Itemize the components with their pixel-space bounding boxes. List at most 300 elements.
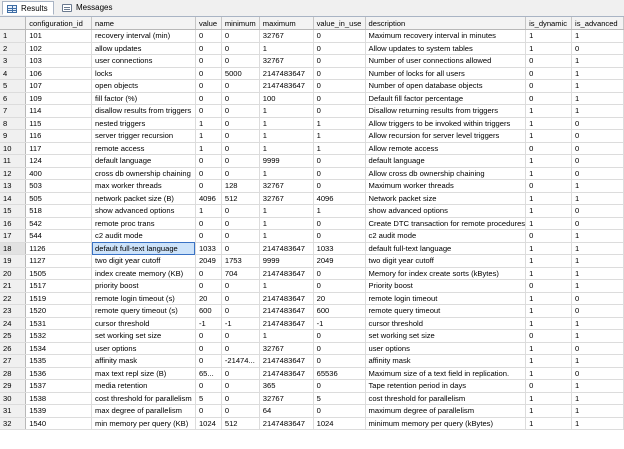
table-cell[interactable]: 0 (526, 92, 572, 105)
table-cell[interactable]: 0 (526, 380, 572, 393)
table-cell[interactable]: 0 (221, 292, 259, 305)
table-cell[interactable]: recovery interval (min) (92, 30, 196, 43)
table-cell[interactable]: 1 (259, 230, 313, 243)
table-cell[interactable]: 0 (221, 342, 259, 355)
table-cell[interactable]: 1 (526, 42, 572, 55)
table-cell[interactable]: 101 (26, 30, 92, 43)
table-cell[interactable]: 0 (572, 217, 624, 230)
table-cell[interactable]: affinity mask (92, 355, 196, 368)
table-cell[interactable]: cost threshold for parallelism (365, 392, 526, 405)
row-number[interactable]: 4 (0, 67, 26, 80)
table-cell[interactable]: 0 (195, 167, 221, 180)
table-cell[interactable]: 1 (313, 142, 365, 155)
table-cell[interactable]: Allow triggers to be invoked within triggers (365, 117, 526, 130)
table-cell[interactable]: set working set size (92, 330, 196, 343)
column-header[interactable]: is_advanced (572, 17, 624, 30)
table-cell[interactable]: -1 (221, 317, 259, 330)
table-cell[interactable]: 518 (26, 205, 92, 218)
table-cell[interactable]: affinity mask (365, 355, 526, 368)
row-number[interactable]: 10 (0, 142, 26, 155)
table-cell[interactable]: 0 (526, 80, 572, 93)
column-header[interactable]: configuration_id (26, 17, 92, 30)
table-cell[interactable]: 1537 (26, 380, 92, 393)
table-row[interactable] (0, 342, 624, 355)
table-cell[interactable]: 0 (221, 30, 259, 43)
table-cell[interactable]: 1126 (26, 242, 92, 255)
table-cell[interactable]: 0 (195, 217, 221, 230)
column-header[interactable]: is_dynamic (526, 17, 572, 30)
table-cell[interactable]: 1 (259, 205, 313, 218)
table-cell[interactable]: 0 (221, 217, 259, 230)
table-row[interactable] (0, 392, 624, 405)
table-cell[interactable]: 0 (572, 155, 624, 168)
table-row[interactable] (0, 42, 624, 55)
table-cell[interactable]: 65536 (313, 367, 365, 380)
table-cell[interactable]: Tape retention period in days (365, 380, 526, 393)
column-header[interactable]: minimum (221, 17, 259, 30)
table-cell[interactable]: 1 (526, 105, 572, 118)
table-cell[interactable]: user connections (92, 55, 196, 68)
row-number[interactable]: 7 (0, 105, 26, 118)
row-number[interactable]: 16 (0, 217, 26, 230)
table-cell[interactable]: 0 (313, 67, 365, 80)
table-row[interactable] (0, 330, 624, 343)
table-cell[interactable]: 32767 (259, 192, 313, 205)
table-cell[interactable]: Maximum size of a text field in replication. (365, 367, 526, 380)
table-cell[interactable]: remote access (92, 142, 196, 155)
row-number[interactable]: 12 (0, 167, 26, 180)
table-cell[interactable]: 2147483647 (259, 267, 313, 280)
table-cell[interactable]: 2147483647 (259, 355, 313, 368)
table-cell[interactable]: 1 (313, 205, 365, 218)
table-cell[interactable]: 503 (26, 180, 92, 193)
table-cell[interactable]: 0 (313, 42, 365, 55)
table-cell[interactable]: 117 (26, 142, 92, 155)
table-cell[interactable]: 0 (221, 280, 259, 293)
table-cell[interactable]: Allow cross db ownership chaining (365, 167, 526, 180)
row-number[interactable]: 15 (0, 205, 26, 218)
table-cell[interactable]: 0 (221, 330, 259, 343)
row-number[interactable]: 23 (0, 305, 26, 318)
table-cell[interactable]: 1 (526, 117, 572, 130)
table-cell[interactable]: 1 (526, 355, 572, 368)
table-cell[interactable]: 1 (526, 155, 572, 168)
table-cell[interactable]: 0 (195, 267, 221, 280)
table-cell[interactable]: 1519 (26, 292, 92, 305)
table-cell[interactable]: show advanced options (365, 205, 526, 218)
row-number[interactable]: 32 (0, 417, 26, 430)
table-cell[interactable]: remote login timeout (365, 292, 526, 305)
table-row[interactable] (0, 355, 624, 368)
table-cell[interactable]: 1 (259, 167, 313, 180)
table-cell[interactable]: 1 (259, 280, 313, 293)
table-cell[interactable]: 0 (195, 330, 221, 343)
table-cell[interactable]: 0 (526, 330, 572, 343)
table-cell[interactable]: 0 (313, 230, 365, 243)
table-cell[interactable]: 1 (526, 130, 572, 143)
table-cell[interactable]: 20 (195, 292, 221, 305)
table-cell[interactable]: 0 (526, 67, 572, 80)
table-cell[interactable]: 1 (259, 130, 313, 143)
row-number[interactable]: 13 (0, 180, 26, 193)
table-row[interactable] (0, 380, 624, 393)
table-cell[interactable]: 1539 (26, 405, 92, 418)
table-cell[interactable]: 0 (313, 92, 365, 105)
table-cell[interactable]: cross db ownership chaining (92, 167, 196, 180)
table-cell[interactable]: 0 (195, 105, 221, 118)
table-cell[interactable]: 64 (259, 405, 313, 418)
table-cell[interactable]: 1 (572, 267, 624, 280)
table-cell[interactable]: -1 (313, 317, 365, 330)
table-cell[interactable]: Memory for index create sorts (kBytes) (365, 267, 526, 280)
table-cell[interactable]: 0 (313, 217, 365, 230)
table-cell[interactable]: 0 (195, 380, 221, 393)
table-cell[interactable]: 0 (221, 155, 259, 168)
table-row[interactable] (0, 280, 624, 293)
table-cell[interactable]: 1 (572, 417, 624, 430)
row-number[interactable]: 26 (0, 342, 26, 355)
table-cell[interactable]: 2147483647 (259, 80, 313, 93)
table-cell[interactable]: 0 (221, 130, 259, 143)
table-cell[interactable]: 0 (526, 230, 572, 243)
table-cell[interactable]: 1517 (26, 280, 92, 293)
table-cell[interactable]: 0 (526, 180, 572, 193)
table-cell[interactable]: 4096 (195, 192, 221, 205)
table-cell[interactable]: 1 (526, 30, 572, 43)
table-cell[interactable]: c2 audit mode (365, 230, 526, 243)
row-number[interactable]: 17 (0, 230, 26, 243)
table-cell[interactable]: 1532 (26, 330, 92, 343)
table-cell[interactable]: 0 (221, 55, 259, 68)
table-cell[interactable]: 1 (572, 380, 624, 393)
table-cell[interactable]: 0 (313, 380, 365, 393)
table-cell[interactable]: 0 (526, 142, 572, 155)
table-cell[interactable]: 0 (221, 305, 259, 318)
table-cell[interactable]: 2147483647 (259, 305, 313, 318)
table-cell[interactable]: 1 (526, 392, 572, 405)
table-cell[interactable]: 1033 (313, 242, 365, 255)
table-row[interactable] (0, 67, 624, 80)
table-cell[interactable]: 5 (313, 392, 365, 405)
table-cell[interactable]: 1 (526, 167, 572, 180)
table-cell[interactable]: 115 (26, 117, 92, 130)
table-cell[interactable]: Allow remote access (365, 142, 526, 155)
table-cell[interactable]: user options (92, 342, 196, 355)
table-cell[interactable]: 0 (313, 180, 365, 193)
table-cell[interactable]: 0 (572, 117, 624, 130)
table-cell[interactable]: 0 (195, 30, 221, 43)
table-cell[interactable]: 0 (313, 55, 365, 68)
table-cell[interactable]: 1 (572, 80, 624, 93)
column-header[interactable]: value_in_use (313, 17, 365, 30)
table-cell[interactable]: 365 (259, 380, 313, 393)
table-cell[interactable]: 1520 (26, 305, 92, 318)
table-cell[interactable]: 1 (526, 292, 572, 305)
row-number[interactable]: 5 (0, 80, 26, 93)
table-cell[interactable]: Allow recursion for server level triggers (365, 130, 526, 143)
selected-cell[interactable]: default full-text language (92, 242, 196, 255)
table-cell[interactable]: max worker threads (92, 180, 196, 193)
table-cell[interactable]: locks (92, 67, 196, 80)
table-row[interactable] (0, 242, 624, 255)
table-cell[interactable]: 4096 (313, 192, 365, 205)
table-cell[interactable]: max text repl size (B) (92, 367, 196, 380)
table-cell[interactable]: 1 (313, 130, 365, 143)
table-row[interactable] (0, 105, 624, 118)
table-cell[interactable]: 2049 (195, 255, 221, 268)
table-cell[interactable]: 2147483647 (259, 367, 313, 380)
table-cell[interactable]: 600 (195, 305, 221, 318)
row-number[interactable]: 28 (0, 367, 26, 380)
table-cell[interactable]: 0 (221, 167, 259, 180)
table-cell[interactable]: Priority boost (365, 280, 526, 293)
row-number[interactable]: 18 (0, 242, 26, 255)
table-cell[interactable]: 1024 (195, 417, 221, 430)
row-number[interactable]: 27 (0, 355, 26, 368)
table-cell[interactable]: 1536 (26, 367, 92, 380)
table-row[interactable] (0, 155, 624, 168)
table-cell[interactable]: 0 (572, 367, 624, 380)
table-cell[interactable]: 1 (526, 342, 572, 355)
table-cell[interactable]: 0 (195, 67, 221, 80)
table-cell[interactable]: 2147483647 (259, 67, 313, 80)
table-cell[interactable]: 0 (195, 280, 221, 293)
row-number[interactable]: 3 (0, 55, 26, 68)
table-cell[interactable]: 32767 (259, 55, 313, 68)
table-cell[interactable]: 0 (313, 280, 365, 293)
table-cell[interactable]: 1 (572, 255, 624, 268)
table-cell[interactable]: 1 (526, 242, 572, 255)
table-cell[interactable]: 2147483647 (259, 317, 313, 330)
table-cell[interactable]: 1 (259, 330, 313, 343)
table-cell[interactable]: 0 (572, 292, 624, 305)
table-cell[interactable]: media retention (92, 380, 196, 393)
table-cell[interactable]: 0 (313, 155, 365, 168)
table-cell[interactable]: 0 (195, 405, 221, 418)
table-cell[interactable]: 505 (26, 192, 92, 205)
table-cell[interactable]: set working set size (365, 330, 526, 343)
table-cell[interactable]: allow updates (92, 42, 196, 55)
table-cell[interactable]: 128 (221, 180, 259, 193)
table-cell[interactable]: 1 (572, 242, 624, 255)
tab-results[interactable] (2, 1, 54, 15)
table-cell[interactable]: 5 (195, 392, 221, 405)
table-cell[interactable]: 0 (221, 105, 259, 118)
table-cell[interactable]: 102 (26, 42, 92, 55)
row-number[interactable]: 31 (0, 405, 26, 418)
table-cell[interactable]: Maximum worker threads (365, 180, 526, 193)
row-number[interactable]: 29 (0, 380, 26, 393)
table-cell[interactable]: nested triggers (92, 117, 196, 130)
table-cell[interactable]: 1 (526, 205, 572, 218)
table-cell[interactable]: remote proc trans (92, 217, 196, 230)
table-cell[interactable]: network packet size (B) (92, 192, 196, 205)
table-cell[interactable]: Network packet size (365, 192, 526, 205)
table-cell[interactable]: 0 (313, 405, 365, 418)
table-cell[interactable]: 1 (526, 367, 572, 380)
table-cell[interactable]: 1 (572, 55, 624, 68)
table-cell[interactable]: remote query timeout (s) (92, 305, 196, 318)
table-row[interactable] (0, 92, 624, 105)
table-cell[interactable]: Default fill factor percentage (365, 92, 526, 105)
table-cell[interactable]: 0 (313, 330, 365, 343)
row-number[interactable]: 25 (0, 330, 26, 343)
table-cell[interactable]: 1 (259, 42, 313, 55)
table-row[interactable] (0, 405, 624, 418)
table-cell[interactable]: 109 (26, 92, 92, 105)
table-cell[interactable]: 1 (572, 330, 624, 343)
table-cell[interactable]: 1 (195, 130, 221, 143)
table-cell[interactable]: 1127 (26, 255, 92, 268)
table-cell[interactable]: 103 (26, 55, 92, 68)
table-cell[interactable]: 0 (572, 142, 624, 155)
table-cell[interactable]: user options (365, 342, 526, 355)
table-cell[interactable]: 1 (572, 92, 624, 105)
table-cell[interactable]: Disallow returning results from triggers (365, 105, 526, 118)
table-row[interactable] (0, 142, 624, 155)
table-cell[interactable]: minimum memory per query (kBytes) (365, 417, 526, 430)
table-cell[interactable]: 32767 (259, 342, 313, 355)
table-row[interactable] (0, 192, 624, 205)
table-cell[interactable]: 512 (221, 417, 259, 430)
table-cell[interactable]: 0 (572, 305, 624, 318)
table-cell[interactable]: 100 (259, 92, 313, 105)
table-row[interactable] (0, 417, 624, 430)
table-cell[interactable]: 1534 (26, 342, 92, 355)
table-cell[interactable]: 0 (221, 380, 259, 393)
table-cell[interactable]: 20 (313, 292, 365, 305)
table-cell[interactable]: 1 (572, 355, 624, 368)
table-cell[interactable]: 32767 (259, 30, 313, 43)
table-row[interactable] (0, 117, 624, 130)
table-cell[interactable]: -1 (195, 317, 221, 330)
table-cell[interactable]: 1 (572, 317, 624, 330)
table-cell[interactable]: 0 (195, 230, 221, 243)
table-cell[interactable]: 0 (313, 267, 365, 280)
table-row[interactable] (0, 230, 624, 243)
table-cell[interactable]: 1 (526, 255, 572, 268)
table-cell[interactable]: maximum degree of parallelism (365, 405, 526, 418)
table-cell[interactable]: cursor threshold (365, 317, 526, 330)
table-cell[interactable]: 0 (572, 167, 624, 180)
table-row[interactable] (0, 217, 624, 230)
table-cell[interactable]: fill factor (%) (92, 92, 196, 105)
column-header[interactable]: name (92, 17, 196, 30)
table-cell[interactable]: 1 (526, 317, 572, 330)
table-row[interactable] (0, 305, 624, 318)
table-cell[interactable]: Allow updates to system tables (365, 42, 526, 55)
table-cell[interactable]: 0 (221, 230, 259, 243)
row-number[interactable]: 19 (0, 255, 26, 268)
table-cell[interactable]: 1 (259, 105, 313, 118)
table-cell[interactable]: 0 (221, 80, 259, 93)
table-cell[interactable]: 0 (195, 342, 221, 355)
table-cell[interactable]: 1 (572, 230, 624, 243)
table-cell[interactable]: 107 (26, 80, 92, 93)
table-cell[interactable]: Maximum recovery interval in minutes (365, 30, 526, 43)
table-cell[interactable]: 9999 (259, 155, 313, 168)
table-cell[interactable]: 1753 (221, 255, 259, 268)
table-row[interactable] (0, 180, 624, 193)
table-cell[interactable]: open objects (92, 80, 196, 93)
table-cell[interactable]: 1 (572, 280, 624, 293)
table-cell[interactable]: disallow results from triggers (92, 105, 196, 118)
results-grid[interactable] (0, 17, 624, 449)
column-header[interactable]: description (365, 17, 526, 30)
table-cell[interactable]: 0 (526, 280, 572, 293)
table-cell[interactable]: default language (365, 155, 526, 168)
table-cell[interactable]: cursor threshold (92, 317, 196, 330)
row-number[interactable]: 20 (0, 267, 26, 280)
table-cell[interactable]: 106 (26, 67, 92, 80)
table-cell[interactable]: 1535 (26, 355, 92, 368)
row-number[interactable]: 2 (0, 42, 26, 55)
table-cell[interactable]: 0 (221, 242, 259, 255)
table-cell[interactable]: 1 (572, 67, 624, 80)
table-cell[interactable]: 0 (313, 342, 365, 355)
table-cell[interactable]: default full-text language (365, 242, 526, 255)
table-row[interactable] (0, 292, 624, 305)
table-cell[interactable]: 114 (26, 105, 92, 118)
table-cell[interactable]: 0 (195, 80, 221, 93)
table-cell[interactable]: 116 (26, 130, 92, 143)
table-cell[interactable]: 0 (221, 117, 259, 130)
table-cell[interactable]: 600 (313, 305, 365, 318)
row-number[interactable]: 24 (0, 317, 26, 330)
table-cell[interactable]: 0 (195, 180, 221, 193)
table-cell[interactable]: min memory per query (KB) (92, 417, 196, 430)
table-cell[interactable]: 0 (313, 167, 365, 180)
table-cell[interactable]: show advanced options (92, 205, 196, 218)
table-cell[interactable]: 32767 (259, 392, 313, 405)
table-row[interactable] (0, 130, 624, 143)
table-cell[interactable]: 65... (195, 367, 221, 380)
table-cell[interactable]: Number of locks for all users (365, 67, 526, 80)
table-cell[interactable]: c2 audit mode (92, 230, 196, 243)
table-cell[interactable]: 0 (195, 155, 221, 168)
table-row[interactable] (0, 205, 624, 218)
table-cell[interactable]: 1 (572, 30, 624, 43)
table-cell[interactable]: 1540 (26, 417, 92, 430)
table-row[interactable] (0, 367, 624, 380)
table-cell[interactable]: 0 (195, 92, 221, 105)
table-cell[interactable]: 0 (221, 42, 259, 55)
table-cell[interactable]: 0 (572, 42, 624, 55)
table-cell[interactable]: 124 (26, 155, 92, 168)
table-row[interactable] (0, 255, 624, 268)
table-row[interactable] (0, 30, 624, 43)
table-cell[interactable]: two digit year cutoff (365, 255, 526, 268)
row-number[interactable]: 6 (0, 92, 26, 105)
table-cell[interactable]: 542 (26, 217, 92, 230)
table-cell[interactable]: cost threshold for parallelism (92, 392, 196, 405)
table-cell[interactable]: 1024 (313, 417, 365, 430)
table-row[interactable] (0, 80, 624, 93)
table-cell[interactable]: 0 (221, 405, 259, 418)
table-cell[interactable]: Number of open database objects (365, 80, 526, 93)
table-cell[interactable]: 0 (313, 80, 365, 93)
table-cell[interactable]: 0 (572, 130, 624, 143)
table-cell[interactable]: 544 (26, 230, 92, 243)
table-cell[interactable]: 1 (259, 142, 313, 155)
table-cell[interactable]: 512 (221, 192, 259, 205)
row-number[interactable]: 1 (0, 30, 26, 43)
table-cell[interactable]: 0 (221, 142, 259, 155)
table-cell[interactable]: 0 (313, 105, 365, 118)
table-cell[interactable]: two digit year cutoff (92, 255, 196, 268)
table-cell[interactable]: 704 (221, 267, 259, 280)
table-cell[interactable]: 0 (313, 355, 365, 368)
